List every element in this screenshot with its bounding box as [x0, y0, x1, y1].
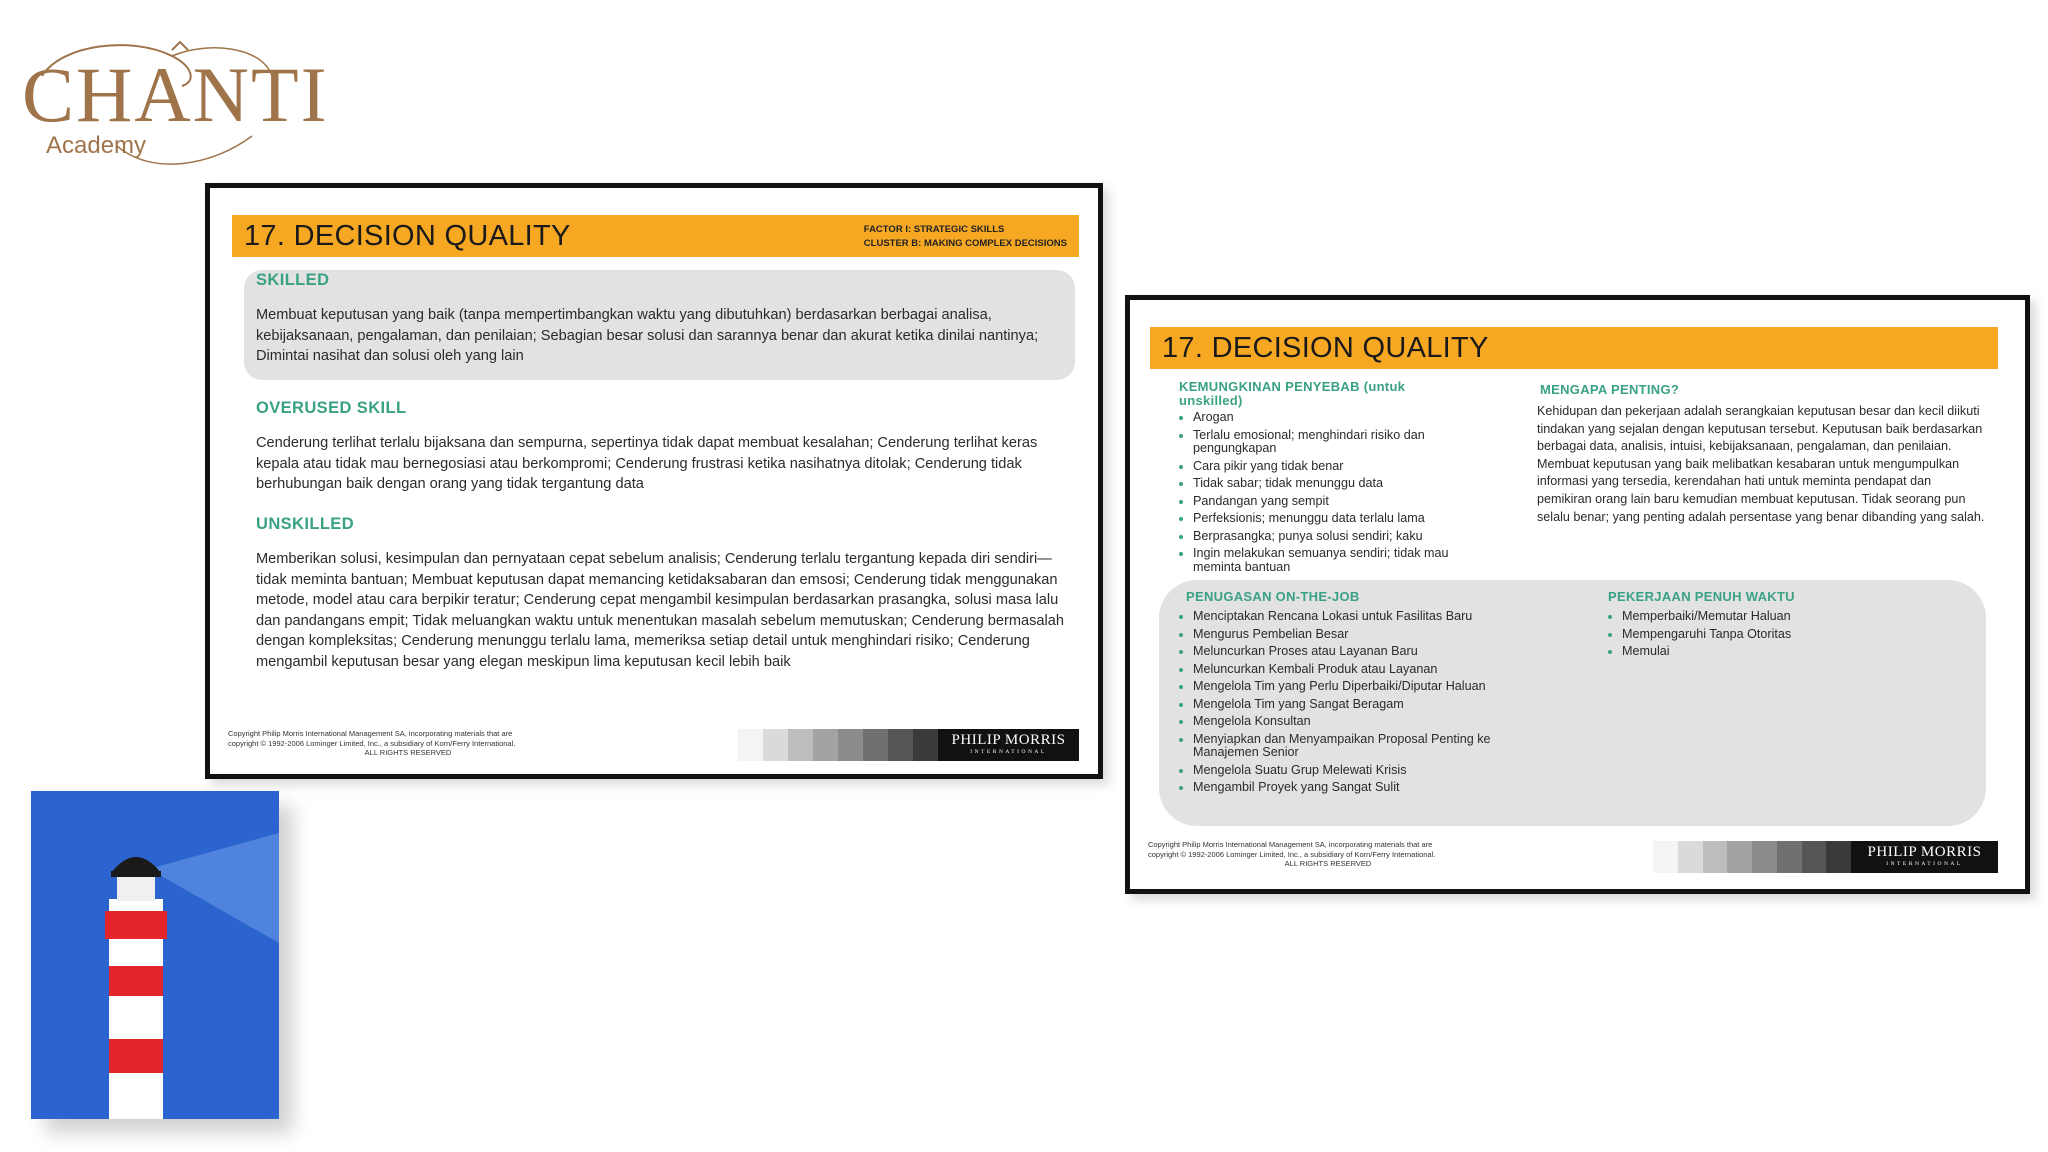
card2-title: 17. DECISION QUALITY — [1162, 332, 1489, 364]
fulltime-list — [1605, 610, 1905, 663]
card1-gray-gradient — [738, 729, 938, 761]
list-item: Mengelola Tim yang Sangat Beragam — [1176, 698, 1536, 712]
list-item: Perfeksionis; menunggu data terlalu lama — [1176, 512, 1486, 526]
list-item: Mengelola Suatu Grup Melewati Krisis — [1176, 764, 1536, 778]
card2-title-banner — [1150, 327, 1998, 369]
list-item: Meluncurkan Kembali Produk atau Layanan — [1176, 663, 1536, 677]
list-item: Menyiapkan dan Menyampaikan Proposal Penting ke Manajemen Senior — [1176, 733, 1536, 760]
card1-title-banner — [232, 215, 1079, 257]
card2-copyright-line2: copyright © 1992-2006 Lominger Limited, Inc., a subsidiary of Korn/Ferry International. — [1148, 849, 1436, 859]
card1-pm-sub: INTERNATIONAL — [970, 749, 1047, 755]
card1-copyright-line2: copyright © 1992-2006 Lominger Limited, Inc., a subsidiary of Korn/Ferry International. — [228, 738, 516, 748]
card2-pm-sub: INTERNATIONAL — [1886, 861, 1963, 867]
why-heading: MENGAPA PENTING? — [1540, 382, 1680, 397]
ojt-list — [1176, 610, 1536, 799]
card1-pm-name: PHILIP MORRIS — [951, 732, 1066, 748]
list-item: Meluncurkan Proses atau Layanan Baru — [1176, 645, 1536, 659]
card1-copyright-line1: Copyright Philip Morris International Management SA, incorporating materials that are — [228, 729, 513, 738]
ojt-heading: PENUGASAN ON-THE-JOB — [1186, 589, 1360, 604]
lighthouse-icon — [31, 791, 279, 1119]
list-item: Mengelola Konsultan — [1176, 715, 1536, 729]
decision-quality-card-skills — [205, 183, 1103, 779]
list-item: Pandangan yang sempit — [1176, 495, 1486, 509]
decision-quality-card-development — [1125, 295, 2030, 894]
list-item: Menciptakan Rencana Lokasi untuk Fasilitas Baru — [1176, 610, 1536, 624]
fulltime-heading: PEKERJAAN PENUH WAKTU — [1608, 589, 1795, 604]
card2-philip-morris-logo — [1851, 841, 1998, 873]
card1-copyright-line3: ALL RIGHTS RESERVED — [364, 748, 452, 757]
lighthouse-illustration — [31, 791, 279, 1119]
why-text: Kehidupan dan pekerjaan adalah serangkaian keputusan besar dan kecil diikuti tindakan yang sejalan dengan keputusan tersebut. Keputusan baik berdasarkan berbagai data, analisis, intuisi, kebijaksanaan, pengalaman, dan penilaian. Membuat keputusan yang baik melibatkan kesabaran untuk mengumpulkan informasi yang tersedia, kerendahan hati untuk meminta pendapat dan pemikiran orang lain baru kemudian membuat keputusan. Tidak seorang pun selalu benar; yang penting adalah persentase yang benar dibanding yang salah. — [1537, 404, 1985, 524]
causes-list — [1176, 411, 1486, 578]
logo-subtitle: Academy — [46, 132, 147, 159]
card1-meta — [864, 223, 1067, 251]
card1-title: 17. DECISION QUALITY — [244, 220, 571, 252]
list-item: Cara pikir yang tidak benar — [1176, 460, 1486, 474]
list-item: Mempengaruhi Tanpa Otoritas — [1605, 628, 1905, 642]
card2-pm-name: PHILIP MORRIS — [1867, 844, 1982, 860]
unskilled-text: Memberikan solusi, kesimpulan dan pernyataan cepat sebelum analisis; Cenderung terlalu tergantung kepada diri sendiri—tidak meminta bantuan; Membuat keputusan dapat memancing ketidaksabaran dan emsosi; Cenderung tidak menggunakan metode, model atau cara berpikir teratur; Cenderung cepat mengambil kesimpulan berdasarkan prasangka, solusi masa lalu dan pandangans empit; Tidak meluangkan waktu untuk menentukan masalah sebelum memutuskan; Cenderung bermasalah dengan kompleksitas; Cenderung menunggu terlalu lama, memeriksa setiap detail untuk menghindari risiko; Cenderung mengambil keputusan besar yang elegan meskipun lima keputusan kecil lebih baik — [256, 551, 1065, 670]
card2-copyright — [1148, 840, 1508, 869]
list-item: Mengelola Tim yang Perlu Diperbaiki/Diputar Haluan — [1176, 680, 1536, 694]
chanti-academy-logo — [22, 36, 329, 166]
card2-copyright-line3: ALL RIGHTS RESERVED — [1284, 859, 1372, 868]
card1-copyright — [228, 729, 588, 758]
skilled-text: Membuat keputusan yang baik (tanpa mempertimbangkan waktu yang dibutuhkan) berdasarkan berbagai analisa, kebijaksanaan, pengalaman, dan penilaian; Sebagian besar solusi dan sarannya benar dan akurat ketika dinilai nantinya; Dimintai nasihat dan solusi oleh yang lain — [256, 307, 1039, 364]
skilled-heading: SKILLED — [256, 271, 330, 289]
causes-heading: KEMUNGKINAN PENYEBAB (untuk unskilled) — [1179, 379, 1406, 408]
list-item: Mengurus Pembelian Besar — [1176, 628, 1536, 642]
unskilled-heading: UNSKILLED — [256, 515, 355, 533]
list-item: Memperbaiki/Memutar Haluan — [1605, 610, 1905, 624]
overused-heading: OVERUSED SKILL — [256, 399, 407, 417]
logo-wordmark: CHANTI — [22, 51, 329, 138]
card1-cluster: CLUSTER B: MAKING COMPLEX DECISIONS — [863, 238, 1067, 249]
list-item: Memulai — [1605, 645, 1905, 659]
list-item: Terlalu emosional; menghindari risiko dan pengungkapan — [1176, 429, 1486, 456]
overused-text: Cenderung terlihat terlalu bijaksana dan sempurna, sepertinya tidak dapat membuat kesalahan; Cenderung terlihat keras kepala atau tidak mau bernegosiasi atau berkompromi; Cenderung frustrasi ketika nasihatnya ditolak; Cenderung tidak berhubungan baik dengan orang yang tidak tergantung data — [256, 435, 1038, 492]
list-item: Berprasangka; punya solusi sendiri; kaku — [1176, 530, 1486, 544]
list-item: Arogan — [1176, 411, 1486, 425]
card1-philip-morris-logo — [938, 729, 1079, 761]
card1-factor: FACTOR I: STRATEGIC SKILLS — [863, 224, 1005, 235]
card2-copyright-line1: Copyright Philip Morris International Management SA, incorporating materials that are — [1148, 840, 1433, 849]
card2-gray-gradient — [1653, 841, 1851, 873]
list-item: Ingin melakukan semuanya sendiri; tidak mau meminta bantuan — [1176, 547, 1486, 574]
list-item: Tidak sabar; tidak menunggu data — [1176, 477, 1486, 491]
list-item: Mengambil Proyek yang Sangat Sulit — [1176, 781, 1536, 795]
